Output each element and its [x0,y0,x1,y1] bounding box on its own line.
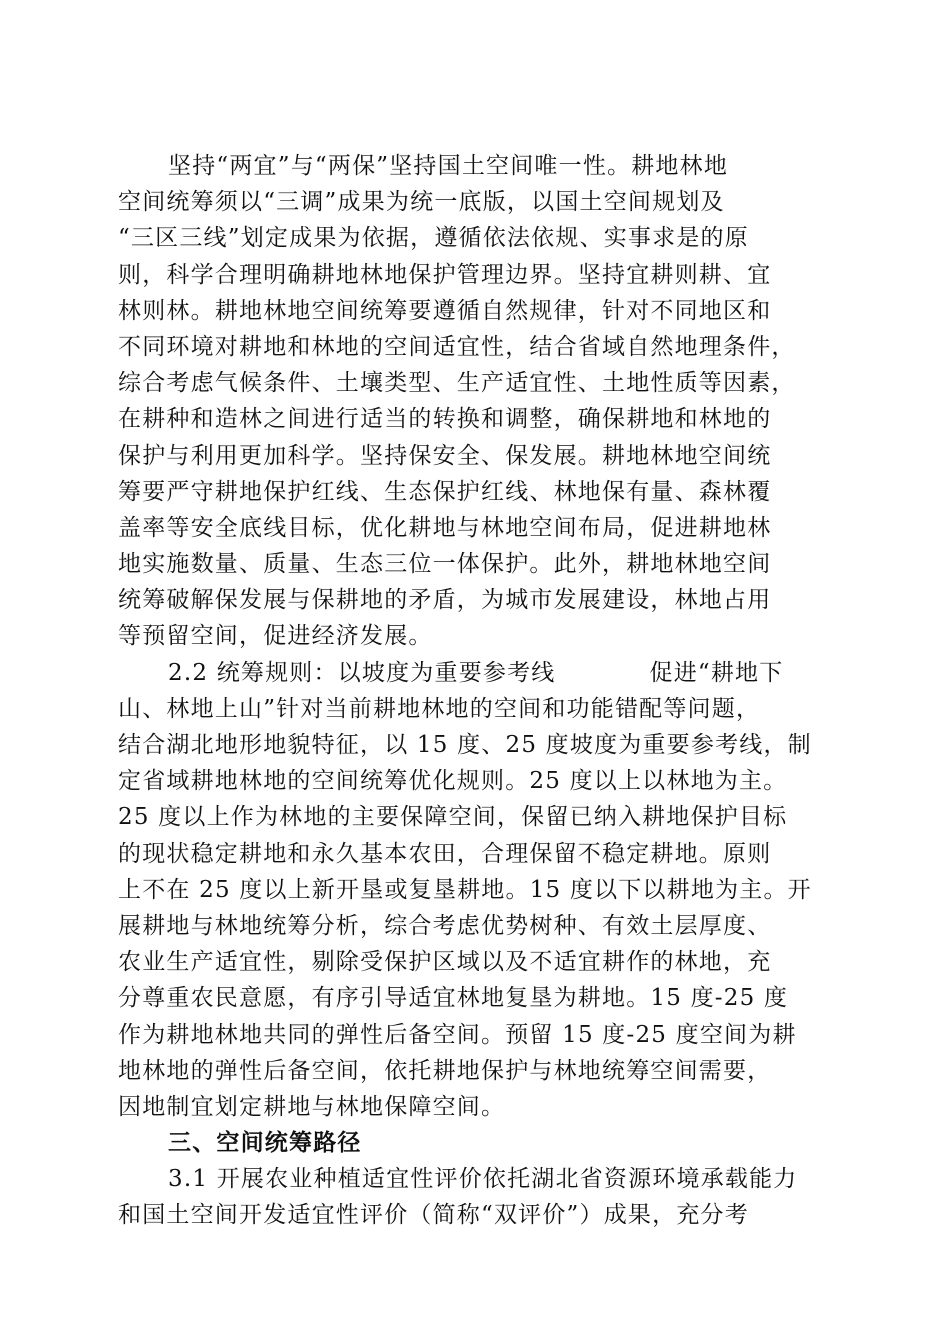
document-body [118,148,834,1234]
text-line: 定省域耕地林地的空间统筹优化规则。25 度以上以林地为主。 [118,768,788,795]
text-line: 统筹破解保发展与保耕地的矛盾，为城市发展建设，林地占用 [118,587,772,614]
text-line: 地林地的弹性后备空间，依托耕地保护与林地统筹空间需要， [118,1057,772,1084]
text-line: 在耕种和造林之间进行适当的转换和调整，确保耕地和林地的 [118,406,772,433]
text-line: 坚持“两宜”与“两保”坚持国土空间唯一性。耕地林地 [168,153,729,179]
text-line: 地实施数量、质量、生态三位一体保护。此外，耕地林地空间 [118,551,772,578]
text-line: 25 度以上作为林地的主要保障空间，保留已纳入耕地保护目标 [118,804,788,831]
subsection-title: 2.2 统筹规则：以坡度为重要参考线 [168,659,556,686]
text-line: 山、林地上山”针对当前耕地林地的空间和功能错配等问题， [118,695,761,722]
text-line: 等预留空间，促进经济发展。 [118,623,433,650]
text-line: “三区三线”划定成果为依据，遵循依法依规、实事求是的原 [118,225,749,252]
paragraph-slope-rules [118,655,834,1125]
text-line [118,655,834,691]
text-line: 筹要严守耕地保护红线、生态保护红线、林地保有量、森林覆 [118,478,772,505]
text-line: 保护与利用更加科学。坚持保安全、保发展。耕地林地空间统 [118,442,772,469]
text-line: 则，科学合理明确耕地林地保护管理边界。坚持宜耕则耕、宜 [118,261,772,288]
text-line: 结合湖北地形地貌特征，以 15 度、25 度坡度为重要参考线，制 [118,732,812,758]
text-line: 林则林。耕地林地空间统筹要遵循自然规律，针对不同地区和 [118,297,772,324]
paragraph-principles [118,148,834,655]
text-line: 农业生产适宜性，剔除受保护区域以及不适宜耕作的林地，充 [118,949,772,976]
text-line: 空间统筹须以“三调”成果为统一底版，以国土空间规划及 [118,189,725,216]
paragraph-suitability-evaluation [118,1161,834,1233]
text-line: 综合考虑气候条件、土壤类型、生产适宜性、土地性质等因素， [118,370,796,397]
text-line: 分尊重农民意愿，有序引导适宜林地复垦为耕地。15 度-25 度 [118,985,789,1012]
text-line: 上不在 25 度以上新开垦或复垦耕地。15 度以下以耕地为主。开 [118,876,812,903]
text-line: 的现状稳定耕地和永久基本农田，合理保留不稳定耕地。原则 [118,840,772,867]
text-line: 3.1 开展农业种植适宜性评价依托湖北省资源环境承载能力 [168,1166,798,1193]
text-line: 因地制宜划定耕地与林地保障空间。 [118,1093,506,1120]
text-line: 和国土空间开发适宜性评价（简称“双评价”）成果，充分考 [118,1202,749,1229]
section-heading: 三、空间统筹路径 [168,1130,362,1157]
text-line: 作为耕地林地共同的弹性后备空间。预留 15 度-25 度空间为耕 [118,1021,797,1048]
text-line: 展耕地与林地统筹分析，综合考虑优势树种、有效土层厚度、 [118,912,772,939]
text-line: 不同环境对耕地和林地的空间适宜性，结合省域自然地理条件， [118,333,796,360]
text-line: 盖率等安全底线目标，优化耕地与林地空间布局，促进耕地林 [118,514,772,541]
text-fragment: 促进“耕地下 [649,659,784,686]
